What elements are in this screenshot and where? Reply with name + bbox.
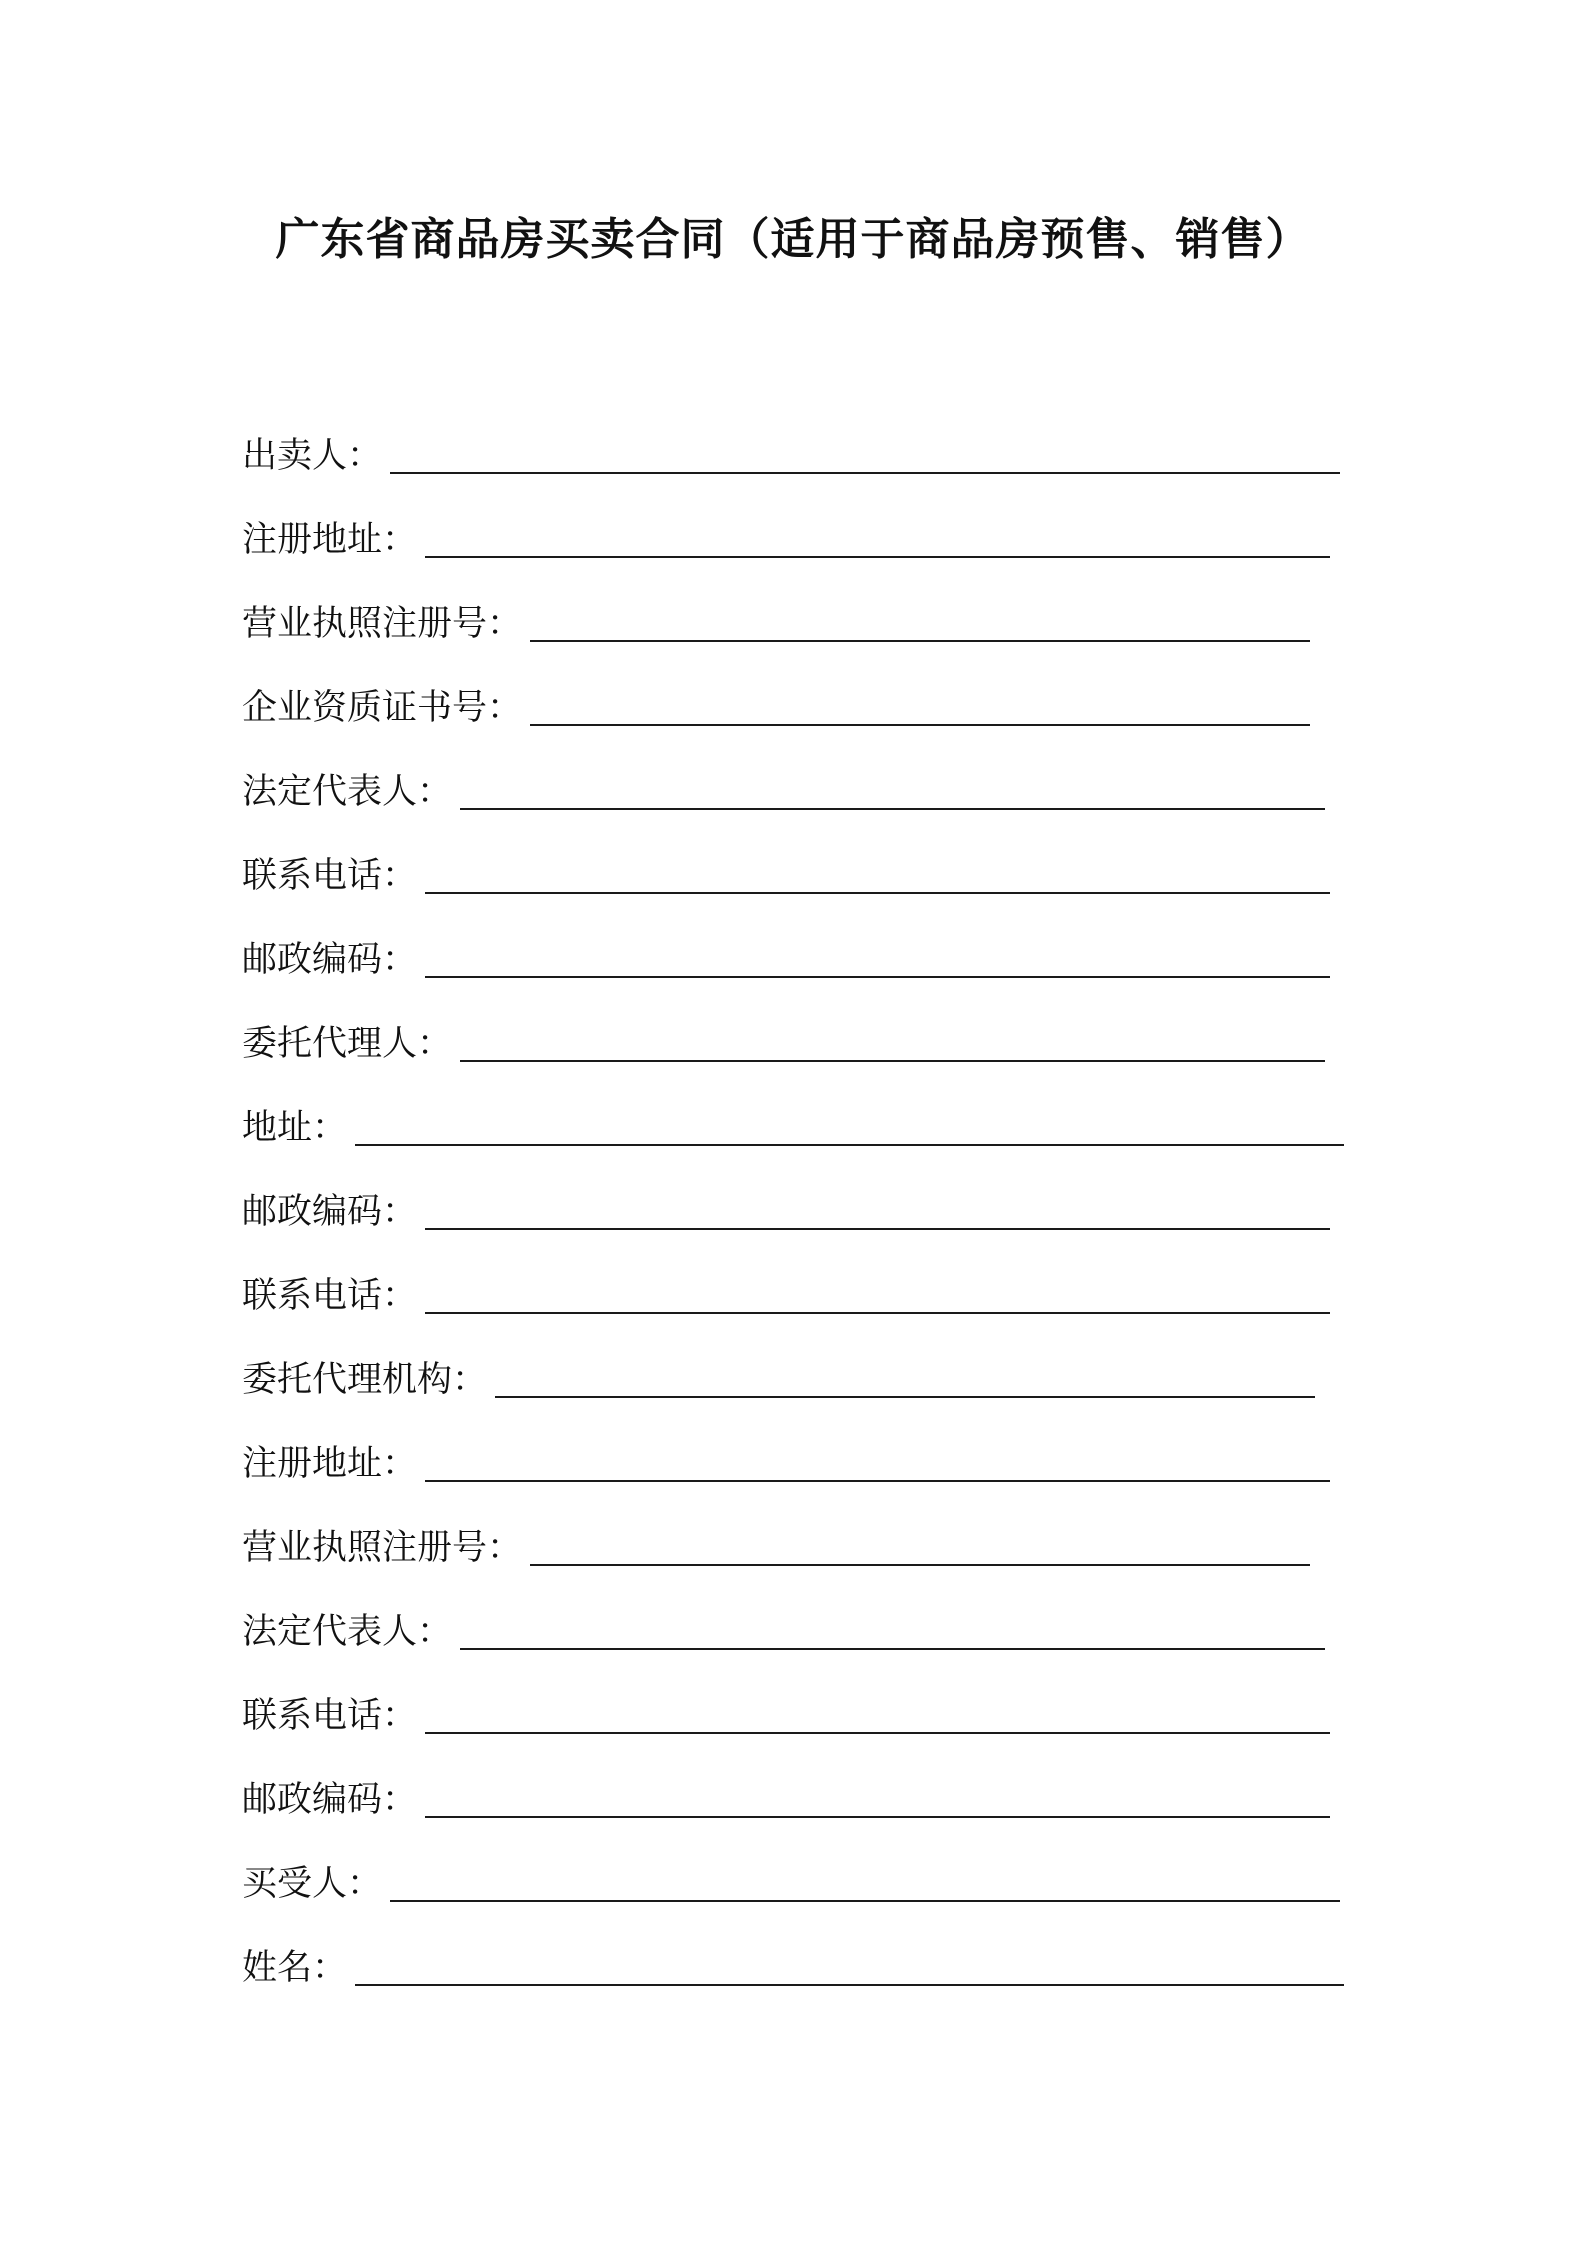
- fill-in-blank-line[interactable]: [390, 1900, 1340, 1902]
- field-label: 出卖人：: [242, 436, 383, 476]
- field-label: 法定代表人：: [242, 1612, 453, 1652]
- field-address: [242, 1082, 1352, 1166]
- field-qualification-certificate-number: [242, 662, 1352, 746]
- fill-in-blank-line[interactable]: [390, 472, 1340, 474]
- field-postal-code: [242, 1166, 1352, 1250]
- field-phone: [242, 830, 1352, 914]
- field-seller: [242, 410, 1352, 494]
- fill-in-blank-line[interactable]: [530, 724, 1310, 726]
- field-label: 委托代理机构：: [242, 1360, 488, 1400]
- field-label: 营业执照注册号：: [242, 604, 523, 644]
- fill-in-blank-line[interactable]: [425, 892, 1330, 894]
- fill-in-blank-line[interactable]: [425, 556, 1330, 558]
- field-registered-address: [242, 1418, 1352, 1502]
- document-title: 广东省商品房买卖合同（适用于商品房预售、销售）: [275, 214, 1311, 265]
- field-label: 联系电话：: [242, 1696, 418, 1736]
- field-authorized-agent: [242, 998, 1352, 1082]
- field-label: 营业执照注册号：: [242, 1528, 523, 1568]
- field-label: 邮政编码：: [242, 940, 418, 980]
- fill-in-blank-line[interactable]: [495, 1396, 1315, 1398]
- field-business-license-number: [242, 1502, 1352, 1586]
- field-label: 邮政编码：: [242, 1192, 418, 1232]
- fill-in-blank-line[interactable]: [425, 976, 1330, 978]
- fill-in-blank-line[interactable]: [425, 1312, 1330, 1314]
- field-postal-code: [242, 1754, 1352, 1838]
- field-label: 委托代理人：: [242, 1024, 453, 1064]
- fill-in-blank-line[interactable]: [530, 1564, 1310, 1566]
- field-business-license-number: [242, 578, 1352, 662]
- field-legal-representative: [242, 746, 1352, 830]
- field-buyer: [242, 1838, 1352, 1922]
- field-phone: [242, 1670, 1352, 1754]
- field-postal-code: [242, 914, 1352, 998]
- contract-party-fields: [242, 410, 1352, 2006]
- field-label: 联系电话：: [242, 856, 418, 896]
- field-label: 联系电话：: [242, 1276, 418, 1316]
- fill-in-blank-line[interactable]: [425, 1816, 1330, 1818]
- field-label: 法定代表人：: [242, 772, 453, 812]
- field-legal-representative: [242, 1586, 1352, 1670]
- field-registered-address: [242, 494, 1352, 578]
- field-label: 注册地址：: [242, 1444, 418, 1484]
- fill-in-blank-line[interactable]: [425, 1480, 1330, 1482]
- fill-in-blank-line[interactable]: [460, 808, 1325, 810]
- fill-in-blank-line[interactable]: [460, 1648, 1325, 1650]
- field-label: 企业资质证书号：: [242, 688, 523, 728]
- fill-in-blank-line[interactable]: [355, 1144, 1344, 1146]
- field-label: 注册地址：: [242, 520, 418, 560]
- fill-in-blank-line[interactable]: [530, 640, 1310, 642]
- field-authorized-agency: [242, 1334, 1352, 1418]
- field-phone: [242, 1250, 1352, 1334]
- fill-in-blank-line[interactable]: [425, 1228, 1330, 1230]
- fill-in-blank-line[interactable]: [460, 1060, 1325, 1062]
- field-label: 地址：: [242, 1108, 348, 1148]
- field-label: 买受人：: [242, 1864, 383, 1904]
- fill-in-blank-line[interactable]: [425, 1732, 1330, 1734]
- field-label: 姓名：: [242, 1948, 348, 1988]
- fill-in-blank-line[interactable]: [355, 1984, 1344, 1986]
- field-label: 邮政编码：: [242, 1780, 418, 1820]
- field-name: [242, 1922, 1352, 2006]
